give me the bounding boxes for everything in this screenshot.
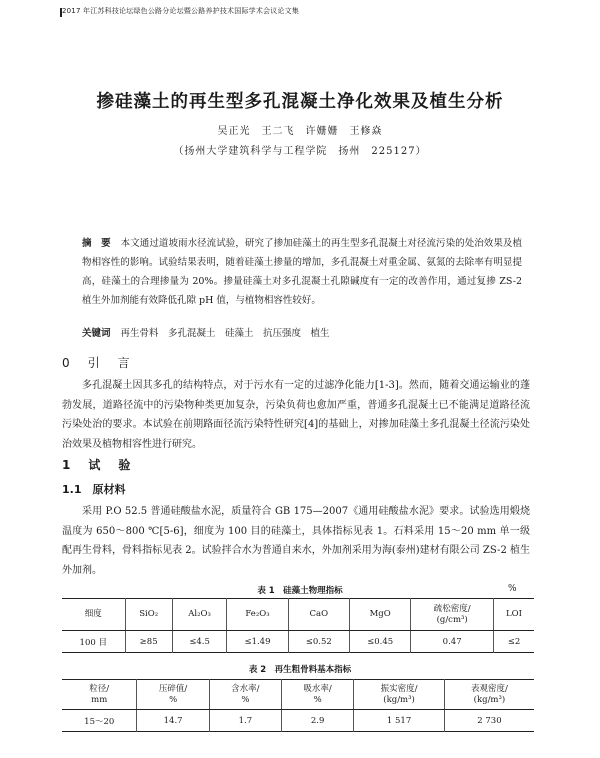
section-1-1-title: 1.1 原材料 bbox=[62, 483, 126, 496]
table-row bbox=[62, 631, 534, 653]
table2-cell: 1 517 bbox=[354, 710, 445, 732]
running-header: 2017 年江苏科技论坛绿色公路分论坛暨公路养护技术国际学术会议论文集 bbox=[62, 7, 300, 15]
table1-header-cell: 细度 bbox=[62, 599, 125, 631]
section-0-title: 0 引 言 bbox=[62, 356, 133, 370]
table1-cell: ≤2 bbox=[493, 631, 534, 653]
table2-header-cell: 振实密度/ (kg/m³) bbox=[354, 680, 445, 710]
table2-header-cell: 吸水率/ % bbox=[281, 680, 353, 710]
abstract bbox=[82, 234, 522, 310]
abstract-text: 本文通过道坡雨水径流试验，研究了掺加硅藻土的再生型多孔混凝土对径流污染的处治效果及植物相容性的影响。试验结果表明，随着硅藻土掺量的增加，多孔混凝土对重金属、氨氮的去除率有明显提高，硅藻土的合理掺量为 20%。掺量硅藻土对多孔混凝土孔隙碱度有一定的改善作用，通过复掺 ZS-2 植生外加剂能有效降低孔隙 pH 值，与植物相容性较好。 bbox=[82, 238, 522, 306]
authors: 吴正光 王二飞 许姗姗 王修焱 bbox=[217, 126, 383, 137]
table2-cell: 1.7 bbox=[209, 710, 281, 732]
table1-cell: ≤0.52 bbox=[288, 631, 349, 653]
table2-cell: 2 730 bbox=[444, 710, 534, 732]
table-1 bbox=[62, 598, 534, 653]
table1-cell: ≤1.49 bbox=[227, 631, 288, 653]
table1-cell: ≤0.45 bbox=[349, 631, 410, 653]
table2-cell: 14.7 bbox=[137, 710, 209, 732]
keywords bbox=[82, 325, 522, 339]
affiliation: （扬州大学建筑科学与工程学院 扬州 225127） bbox=[173, 146, 427, 157]
section-1-heading bbox=[62, 456, 530, 477]
table-2-caption: 表 2 再生粗骨料基本指标 bbox=[248, 665, 352, 675]
section-1-title: 1 试 验 bbox=[62, 458, 134, 472]
table1-header-cell: LOI bbox=[493, 599, 534, 631]
section-1-1-text: 采用 P.O 52.5 普通硅酸盐水泥，质量符合 GB 175—2007《通用硅酸盐水泥》要求。试验选用煅烧温度为 650～800 ℃[5-6]，细度为 100 目的硅藻土，具体指标见表 1。石料采用 15～20 mm 单一级配再生骨料，骨料指标见表 2。试验拌合水为普通自来水，外加剂采用为海(泰州)建材有限公司 ZS-2 植生外加剂。 bbox=[62, 506, 530, 576]
table1-header-cell: CaO bbox=[288, 599, 349, 631]
section-1-1-heading bbox=[62, 480, 530, 501]
section-0-heading bbox=[62, 354, 530, 375]
table1-cell: ≤4.5 bbox=[172, 631, 227, 653]
table-1-caption: 表 1 硅藻土物理指标 bbox=[257, 586, 343, 596]
table2-cell: 2.9 bbox=[281, 710, 353, 732]
paper-title: 掺硅藻土的再生型多孔混凝土净化效果及植生分析 bbox=[96, 92, 504, 112]
keywords-label: 关键词 bbox=[82, 328, 111, 339]
table2-header-cell: 表观密度/ (kg/m³) bbox=[444, 680, 534, 710]
table1-header-cell: Fe₂O₃ bbox=[227, 599, 288, 631]
table-1-unit: % bbox=[508, 584, 517, 594]
table-row bbox=[62, 710, 534, 732]
table1-header-cell: SiO₂ bbox=[125, 599, 172, 631]
table2-header-cell: 含水率/ % bbox=[209, 680, 281, 710]
table-2 bbox=[62, 679, 534, 732]
keywords-text: 再生骨料 多孔混凝土 硅藻土 抗压强度 植生 bbox=[120, 328, 330, 339]
table1-header-cell: 疏松密度/ (g/cm³) bbox=[411, 599, 494, 631]
table2-header-cell: 粒径/ mm bbox=[62, 680, 137, 710]
table2-cell: 15～20 bbox=[84, 716, 115, 727]
table2-header-cell: 压碎值/ % bbox=[137, 680, 209, 710]
table1-cell: ≥85 bbox=[125, 631, 172, 653]
table1-header-cell: MgO bbox=[349, 599, 410, 631]
table1-cell: 0.47 bbox=[411, 631, 494, 653]
table1-cell: 100 目 bbox=[79, 637, 107, 648]
abstract-label: 摘 要 bbox=[82, 238, 111, 249]
table1-header-cell: Al₂O₃ bbox=[172, 599, 227, 631]
section-0-text: 多孔混凝土因其多孔的结构特点，对于污水有一定的过滤净化能力[1-3]。然而，随着交通运输业的蓬勃发展，道路径流中的污染物种类更加复杂，污染负荷也愈加严重，普通多孔混凝土已不能满足道路径流污染处治的要求。本试验在前期路面径流污染特性研究[4]的基础上，对掺加硅藻土多孔混凝土径流污染处治效果及植物相容性进行研究。 bbox=[62, 380, 530, 450]
